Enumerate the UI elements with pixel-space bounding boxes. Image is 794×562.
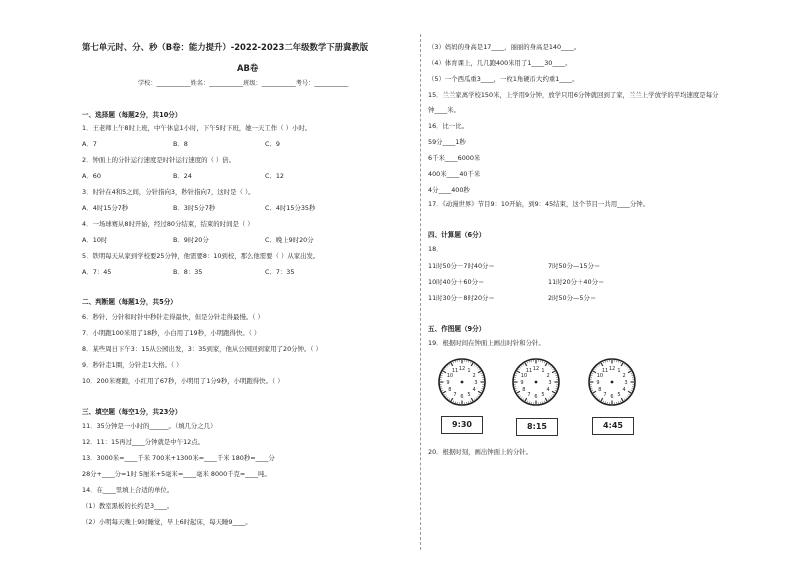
clock-numeral: 4 (472, 387, 476, 393)
question-13-continued: 28分+____分=1时 5厘米+5毫米=____毫米 8000千克=____吨。 (82, 470, 271, 478)
clock-numeral: 6 (534, 394, 538, 400)
clock-numeral: 12 (458, 366, 466, 372)
question-2: 2．钟面上的分针运行速度是时针运行速度的（ ）倍。 (82, 156, 236, 164)
clock-numeral: 8 (448, 387, 452, 393)
compare-item-3: 400米____40千米 (428, 170, 481, 178)
compare-item-2: 6千米____6000米 (428, 154, 481, 162)
question-15: 15．兰兰家离学校150米，上学用9分钟，放学只用6分钟就回到了家，兰兰上学放学的平均速度是每分 (428, 91, 719, 99)
section-calc-heading: 四、计算题（6分） (428, 231, 486, 239)
q2-option-a: A．60 (82, 172, 101, 180)
question-20: 20．根据时刻，画出钟面上的分针。 (428, 448, 532, 456)
clock-numeral: 5 (467, 392, 471, 399)
q5-option-c: C．7：35 (265, 268, 295, 276)
clock-time-label-3: 4:45 (592, 417, 634, 435)
clock-center-dot (461, 381, 464, 384)
column-divider (420, 34, 421, 550)
calc-item-3: 10时40分＋60分＝ (428, 278, 485, 286)
q5-option-b: B．8：35 (173, 268, 203, 276)
calc-item-5: 11时30分－8时20分＝ (428, 294, 495, 302)
clock-numeral: 3 (624, 380, 628, 386)
q1-option-c: C．9 (265, 140, 280, 148)
section-fill-heading: 三、填空题（每空1分，共23分） (82, 408, 182, 416)
question-12: 12．11：15再过____分钟就是中午12点。 (82, 438, 204, 446)
question-8: 8．某些周日下午3：15从公园出发，3：35到家，他从公园回到家用了20分钟。（ ） (82, 345, 322, 353)
clock-numeral: 4 (546, 387, 550, 393)
clock-numeral: 3 (474, 380, 478, 386)
q2-option-b: B．24 (173, 172, 192, 180)
clock-numeral: 9 (446, 380, 450, 386)
clock-numeral: 9 (520, 380, 524, 386)
question-9: 9．秒针走1圈，分针走1大格。（ ） (82, 361, 183, 369)
section-draw-heading: 五、作图题（9分） (428, 325, 486, 333)
question-10: 10．200米赛跑，小红用了67秒，小明用了1分9秒，小明跑得快。（ ） (82, 377, 284, 385)
q2-option-c: C．12 (265, 172, 284, 180)
clock-time-label-2: 8:15 (516, 418, 558, 436)
exam-title: 第七单元时、分、秒（B卷：能力提升）-2022-2023二年级数学下册冀教版 (82, 42, 369, 52)
question-4: 4．一场球赛从8时开始，经过80分结束，结束的时间是（ ） (82, 220, 254, 228)
question-18: 18． (428, 245, 443, 253)
clock-numeral: 10 (596, 373, 604, 379)
question-6: 6．秒针、分针和时针中秒针走得最快，但是分针走得最慢。（ ） (82, 313, 264, 321)
clock-numeral: 7 (527, 392, 531, 399)
clock-center-dot (611, 381, 614, 384)
clock-numeral: 5 (617, 392, 621, 399)
clock-numeral: 10 (446, 373, 454, 379)
clock-numeral: 11 (601, 367, 609, 374)
question-14-part-4: （4）体育课上，几几跑400米用了1____30____。 (428, 59, 572, 67)
clock-face-2 (511, 357, 561, 407)
clock-numeral: 5 (541, 392, 545, 399)
question-14-part-1: （1）教室黑板的长约是3____。 (82, 502, 174, 510)
clock-time-label-1: 9:30 (441, 416, 483, 434)
question-19: 19．根据时间在钟面上画出时针和分针。 (428, 339, 545, 347)
q4-option-a: A．10时 (82, 236, 108, 244)
section-choice-heading: 一、选择题（每题2分，共10分） (82, 111, 182, 119)
clock-numeral: 6 (610, 394, 614, 400)
exam-subtitle: AB卷 (237, 63, 259, 73)
calc-item-4: 11时20分＋40分＝ (548, 278, 605, 286)
question-11: 11．35分钟是一小时的______。（填几分之几） (82, 422, 217, 430)
question-14-part-2: （2）小明每天晚上9时睡觉，早上6时起床，每天睡9____。 (82, 518, 252, 526)
clock-numeral: 11 (451, 367, 459, 374)
q4-option-b: B．9时20分 (173, 236, 209, 244)
question-5: 5．铁明每天从家到学校要25分钟，他需要8：10到校，那么他需要（ ）从家出发。 (82, 252, 320, 260)
clock-numeral: 9 (596, 380, 600, 386)
q3-option-b: B．3时5分7秒 (173, 204, 216, 212)
q1-option-b: B．8 (173, 140, 188, 148)
clock-numeral: 2 (622, 373, 626, 379)
section-judge-heading: 二、判断题（每题1分，共5分） (82, 298, 177, 306)
clock-numeral: 3 (548, 380, 552, 386)
question-1: 1．王老师上午8时上班，中午休息1小时，下午5时下班，她一天工作（ ）小时。 (82, 124, 312, 132)
q3-option-a: A．4时15分7秒 (82, 204, 129, 212)
clock-numeral: 4 (622, 387, 626, 393)
compare-item-1: 59分____1秒 (428, 138, 466, 146)
clock-numeral: 1 (617, 367, 621, 374)
calc-item-2: 7时50分—15分＝ (548, 262, 601, 270)
clock-numeral: 12 (608, 366, 616, 372)
q4-option-c: C．晚上9时20分 (265, 236, 314, 244)
clock-numeral: 6 (460, 394, 464, 400)
question-15-continued: 钟____米。 (428, 106, 460, 114)
question-3: 3．时针在4和5之间，分针指向3，秒针指向7，这时是（ ）。 (82, 188, 255, 196)
question-14-part-3: （3）妈妈的身高是17____，丽丽的身高是140____。 (428, 43, 581, 51)
calc-item-1: 11时50分－7时40分＝ (428, 262, 495, 270)
clock-face-1 (437, 357, 487, 407)
clock-numeral: 8 (598, 387, 602, 393)
clock-numeral: 12 (532, 366, 540, 372)
q5-option-a: A．7：45 (82, 268, 112, 276)
clock-numeral: 7 (603, 392, 607, 399)
clock-numeral: 11 (525, 367, 533, 374)
question-7: 7．小明跑100米用了18秒，小白用了19秒，小明跑得快。（ ） (82, 329, 261, 337)
question-13: 13．3000米=____千米 700米+1300米=____千米 180秒=____分 (82, 454, 275, 462)
student-info-line: 学校：___________姓名：___________班级：___________考号：___________ (138, 80, 349, 87)
question-14: 14．在____里填上合适的单位。 (82, 486, 174, 494)
question-17: 17．《动漫世界》节目9：10开始，到9：45结束，这个节目一共用____分钟。 (428, 200, 650, 208)
q1-option-a: A．7 (82, 140, 97, 148)
question-14-part-5: （5）一个西瓜重3____，一枚1角硬币大约重1____。 (428, 75, 579, 83)
question-16: 16．比一比。 (428, 122, 469, 130)
clock-numeral: 2 (472, 373, 476, 379)
clock-numeral: 2 (546, 373, 550, 379)
clock-numeral: 7 (453, 392, 457, 399)
clock-numeral: 1 (467, 367, 471, 374)
q3-option-c: C．4时15分35秒 (265, 204, 316, 212)
clock-face-3 (587, 357, 637, 407)
clock-center-dot (535, 381, 538, 384)
clock-numeral: 8 (522, 387, 526, 393)
clock-numeral: 1 (541, 367, 545, 374)
clock-numeral: 10 (520, 373, 528, 379)
calc-item-6: 2时50分—5分＝ (548, 294, 597, 302)
compare-item-4: 4分____400秒 (428, 186, 470, 194)
